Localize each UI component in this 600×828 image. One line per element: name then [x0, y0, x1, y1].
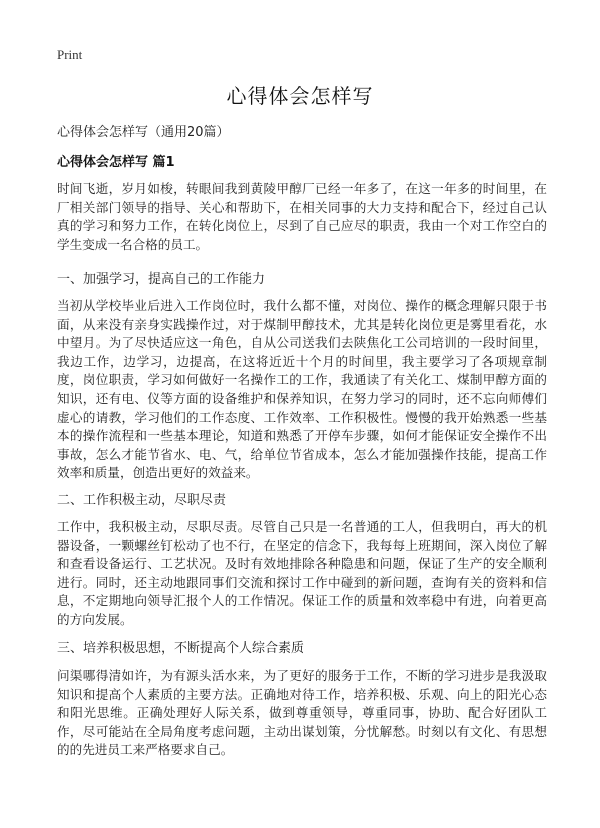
section-heading-3: 三、培养积极思想，不断提高个人综合素质	[57, 641, 305, 656]
page-title: 心得体会怎样写	[226, 84, 374, 108]
print-link[interactable]: Print	[57, 47, 83, 62]
section-body-1: 当初从学校毕业后进入工作岗位时，我什么都不懂，对岗位、操作的概念理解只限于书面，从来没有亲身实践操作过，对于煤制甲醇技术，尤其是转化岗位更是雾里看花，水中望月。为了尽快适应这一角色，自从公司送我们去陕焦化工公司培训的一段时间里，我边工作，边学习，边提高，在这将近近十个月的时间里，我主要学习了各项规章制度，岗位职责，学习如何做好一名操作工的工作，我通读了有关化工、煤制甲醇方面的知识，还有电、仪等方面的设备维护和保养知识，在努力学习的同时，还不忘向师傅们虚心的请教，学习他们的工作态度、工作效率、工作积极性。慢慢的我开始熟悉一些基本的操作流程和一些基本理论，知道和熟悉了开停车步骤，如何才能保证安全操作不出事故，怎么才能节省水、电、气，给单位节省成本，怎么才能加强操作技能，提高工作效率和质量，创造出更好的效益来。	[57, 298, 547, 481]
intro-paragraph: 时间飞逝，岁月如梭，转眼间我到黄陵甲醇厂已经一年多了，在这一年多的时间里，在厂相关部门领导的指导、关心和帮助下，在相关同事的大力支持和配合下，经过自己认真的学习和努力工作，在转化岗位上，尽到了自己应尽的职责，我由一个对工作空白的学生变成一名合格的员工。	[57, 181, 547, 252]
section-heading-2: 二、工作积极主动，尽职尽责	[57, 493, 227, 508]
document-subtitle: 心得体会怎样写（通用20篇）	[57, 125, 230, 140]
section-body-3: 问渠哪得清如许，为有源头活水来，为了更好的服务于工作，不断的学习进步是我汲取知识和提高个人素质的主要方法。正确地对待工作，培养积极、乐观、向上的阳光心态和阳光思维。正确处理好人际关系，做到尊重领导，尊重同事，协助、配合好团队工作，尽可能站在全局角度考虑问题，主动出谋划策，分忧解愁。时刻以有文化、有思想的的先进员工来严格要求自己。	[57, 668, 547, 758]
article-heading: 心得体会怎样写 篇1	[57, 155, 175, 170]
section-body-2: 工作中，我积极主动，尽职尽责。尽管自己只是一名普通的工人，但我明白，再大的机器设备，一颗螺丝钉松动了也不行，在坚定的信念下，我每每上班期间，深入岗位了解和查看设备运行、工艺状况。及时有效地排除各种隐患和问题，保证了生产的安全顺利进行。同时，还主动地跟同事们交流和探讨工作中碰到的新问题，查询有关的资料和信息，不定期地向领导汇报个人的工作情况。保证工作的质量和效率稳中有进，向着更高的方向发展。	[57, 519, 547, 627]
section-heading-1: 一、加强学习，提高自己的工作能力	[57, 272, 266, 287]
